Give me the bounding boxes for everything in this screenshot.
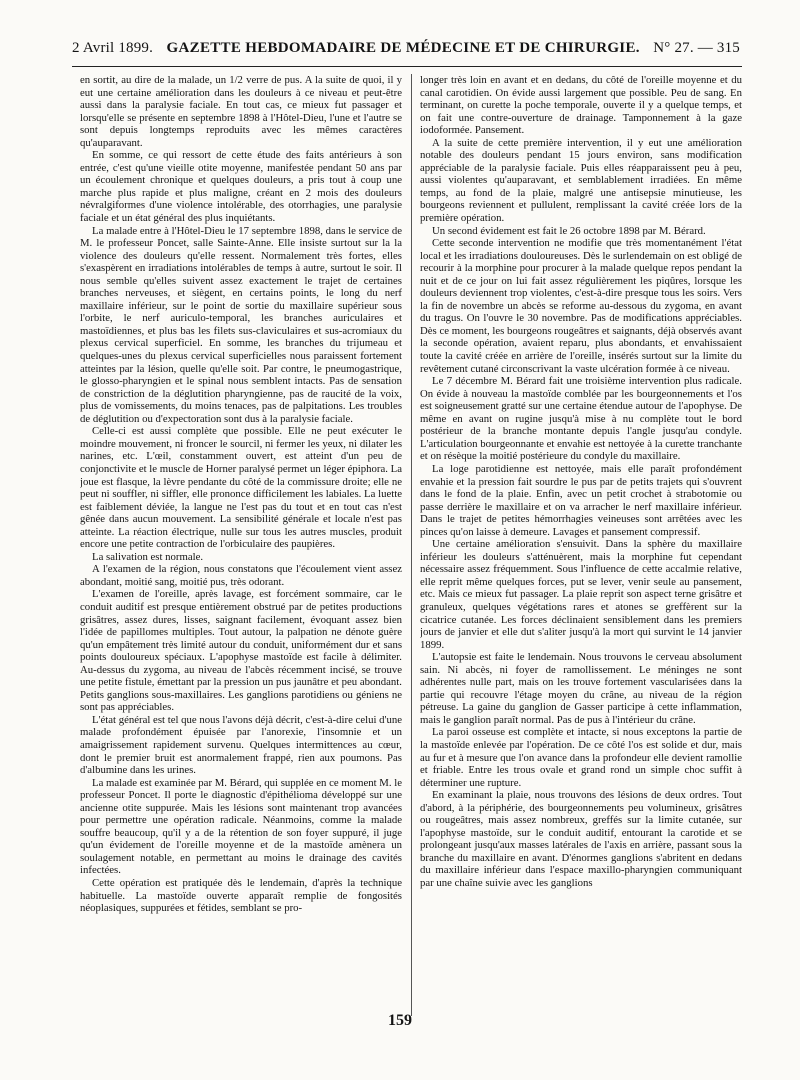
left-column (80, 74, 402, 1016)
paragraph: Cette opération est pratiquée dès le lendemain, d'après la technique habituelle. La mastoïde ouverte apparaît remplie de fongosités néoplasiques, suppurées et fétides, semblant se pro- (80, 877, 402, 915)
header-date: 2 Avril 1899. (72, 40, 154, 56)
journal-title: GAZETTE HEBDOMADAIRE DE MÉDECINE ET DE CHIRURGIE. (166, 40, 640, 56)
paragraph: En somme, ce qui ressort de cette étude des faits antérieurs à son entrée, c'est qu'une vieille otite moyenne, manifestée pendant 50 ans par un écoulement chronique et quelques douleurs, a pris tout à coup une marche plus rapide et plus maligne, créant en 2 mois des douleurs névralgiformes d'une violence intolérable, des otorrhagies, une paralysie faciale et un état général des plus inquiétants. (80, 149, 402, 225)
issue-page-number: N° 27. — 315 (653, 40, 740, 56)
paragraph: La malade est examinée par M. Bérard, qui supplée en ce moment M. le professeur Poncet. Il porte le diagnostic d'épithélioma développé sur une ancienne otite suppurée. Mais les lésions sont maintenant trop avancées pour permettre une opération radicale. Néanmoins, comme la malade souffre beaucoup, qu'il y a de la rétention de son foyer suppuré, il juge qu'un évidement de l'oreille moyenne et de la mastoïde amènera un soulagement notable, en permettant au moins le drainage des cavités infectées. (80, 776, 402, 877)
paragraph: L'état général est tel que nous l'avons déjà décrit, c'est-à-dire celui d'une malade profondément épuisée par l'anorexie, l'insomnie et un amaigrissement rapidement survenu. Quelques intermittences au cœur, dont le premier bruit est anormalement frappé, rien aux poumons. Pas d'albumine dans les urines. (80, 713, 402, 777)
paragraph: Celle-ci est aussi complète que possible. Elle ne peut exécuter le moindre mouvement, ni froncer le sourcil, ni fermer les yeux, ni dilater les narines, etc. L'œil, constamment ouvert, est atteint d'un peu de conjonctivite et le muscle de Horner paralysé permet un léger épiphora. La joue est flasque, la lèvre pendante du côté de la commissure droite; elle ne peut ni souffler, ni siffler, elle prononce difficilement les labiales. La luette est faiblement déviée, la langue ne l'est pas du tout et en tout cas n'est gênée dans aucun mouvement. La sensibilité générale et locale n'est pas atteinte. La réaction électrique, nulle sur tous les autres muscles, produit encore une petite contraction de l'orbiculaire des paupières. (80, 425, 402, 551)
paragraph: La paroi osseuse est complète et intacte, si nous exceptons la partie de la mastoïde enlevée par l'opération. De ce côté l'os est solide et dur, mais au fur et à mesure que l'on avance dans la profondeur elle devient ramollie et friable. Entre les trous ovale et grand rond un simple choc suffit à déterminer une rupture. (420, 726, 742, 789)
paragraph: En examinant la plaie, nous trouvons des lésions de deux ordres. Tout d'abord, à la périphérie, des bourgeonnements peu volumineux, grisâtres ou rougeâtres, mais assez nombreux, greffés sur la limite cutanée, sur l'apophyse mastoïde, sur le conduit auditif, entourant la carotide et se prolongeant jusqu'aux masses latérales de l'axis en arrière, passant sous la branche du maxillaire en avant. D'énormes ganglions s'abritent en dedans du maxillaire inférieur dans l'espace maxillo-pharyngien communiquant par une chaîne suivie avec les ganglions (420, 789, 742, 889)
column-divider (411, 74, 412, 1016)
paragraph: A l'examen de la région, nous constatons que l'écoulement vient assez abondant, moitié sang, moitié pus, très odorant. (80, 563, 402, 588)
paragraph: La loge parotidienne est nettoyée, mais elle paraît profondément envahie et la pression fait sourdre le pus par de petits trajets qui s'ouvrent dans le fond de la plaie. Enfin, avec un petit crochet à strabotomie ou passe derrière le maxillaire et on va arracher le nerf maxillaire inférieur. Dans le trajet de petites hémorrhagies veineuses sont arrêtées avec les pinces qu'on laisse à demeure. Lavages et pansement compressif. (420, 462, 742, 538)
paragraph: L'autopsie est faite le lendemain. Nous trouvons le cerveau absolument sain. Ni abcès, ni foyer de ramollissement. Le méninges ne sont adhérentes nulle part, mais on les trouve fortement vascularisées dans la partie qui recouvre l'étage moyen du crâne, au niveau de la région pétreuse. La gaine du ganglion de Gasser participe à cette inflammation, mais le ganglion paraît normal. Pas de pus à l'intérieur du crâne. (420, 651, 742, 726)
page-folio: 159 (388, 1012, 412, 1029)
paragraph: La malade entre à l'Hôtel-Dieu le 17 septembre 1898, dans le service de M. le professeur Poncet, salle Sainte-Anne. Elle insiste surtout sur la la violence des douleurs qu'elle ressent. Normalement très fortes, elles s'exaspèrent en irradiations intolérables de temps à autre, surtout le soir. Il nous semble qu'elles suivent assez exactement le trajet de certaines branches nerveuses, et siègent, en certains points, le long du nerf maxillaire inférieur, sur le point de sortie du maxillaire supérieur sous l'orbite, le nerf auriculo-temporal, les branches auriculaires et mastoïdiennes, et plus bas les filets sus-claviculaires et sus-acromiaux du plexus cervical superficiel. En somme, les branches du trijumeau et quelques-unes du plexus cervical superficielles nous paraissent fortement atteintes par la lésion, quelle qu'elle soit. Par contre, le pneumogastrique, le glosso-pharyngien et le spinal nous semblent intacts. Pas de sensation de constriction de la déglutition pharyngienne, pas de raucité de la voix, plus de vomissements, du moins tenaces, pas de palpitations. Les troubles de déglutition ou d'expectoration sont dus à la paralysie faciale. (80, 224, 402, 425)
text-columns (80, 74, 742, 1016)
running-header (72, 40, 740, 62)
paragraph: Un second évidement est fait le 26 octobre 1898 par M. Bérard. (432, 224, 706, 237)
header-rule (72, 66, 742, 67)
paragraph: en sortit, au dire de la malade, un 1/2 verre de pus. A la suite de quoi, il y eut une certaine amélioration dans les douleurs à ce niveau et peut-être aussi dans la paralysie faciale. En tout cas, ce mieux fut passager et lorsqu'elle se présente en septembre 1898 à l'Hôtel-Dieu, l'une et l'autre se sont depuis longtemps reproduits avec les mêmes caractères qu'auparavant. (80, 74, 402, 149)
right-column (420, 74, 742, 1016)
paragraph: Une certaine amélioration s'ensuivit. Dans la sphère du maxillaire inférieur les douleurs s'atténuèrent, mais la morphine fut cependant nécessaire assez fréquemment. Sous l'influence de cette accalmie relative, elle reprit même quelques forces, put se lever, venir seule au pansement, etc. Mais ce mieux fut passager. La plaie reprit son aspect terne grisâtre et granuleux, quelques végétations rares et atones se greffèrent sur la cicatrice cutanée. Les forces déclinaient sensiblement dans les premiers jours de janvier et elle dut s'aliter jusqu'à la mort qui survint le 14 janvier 1899. (420, 538, 742, 651)
paragraph: longer très loin en avant et en dedans, du côté de l'oreille moyenne et du canal carotidien. On évide aussi largement que possible. Peu de sang. En terminant, on curette la poche temporale, ouverte il y a quelque temps, et on fait une contre-ouverture de drainage. Tamponnement à la gaze iodoformée. Pansement. (420, 74, 742, 137)
paragraph: Cette seconde intervention ne modifie que très momentanément l'état local et les irradiations douloureuses. Dès le surlendemain on est obligé de recourir à la morphine pour procurer à la malade quelque repos pendant la nuit et de ce jour on lui fait assez régulièrement les piqûres, lorsque les douleurs deviennent trop violentes, c'est-à-dire presque tous les soirs. Vers la fin de novembre un abcès se reforme au-dessous du zygoma, en avant du tragus. On l'ouvre le 30 novembre. Pas de modifications appréciables. Dès ce moment, les bourgeons rougeâtres et saignants, déjà observés avant la seconde opération, avaient reparu, plus abondants, et envahissaient toute la cavité créée en arrière de l'oreille, insérés surtout sur la limite du revêtement cutané circonscrivant la vaste ulcération formée à ce niveau. (420, 237, 742, 375)
paragraph: A la suite de cette première intervention, il y eut une amélioration notable des douleurs pendant 15 jours environ, sans modification appréciable de la paralysie faciale. Puis elles réapparaissent peu à peu, aussi violentes qu'auparavant, et semblablement irradiées. En même temps, au fond de la plaie, malgré une antisepsie minutieuse, les bourgeons reviennent et pullulent, remplissant la cavité créée lors de la première opération. (420, 136, 742, 225)
paragraph: La salivation est normale. (92, 550, 204, 563)
paragraph: Le 7 décembre M. Bérard fait une troisième intervention plus radicale. On évide à nouveau la mastoïde comblée par les bourgeonnements et l'os est soigneusement gratté sur une certaine étendue autour de l'apophyse. De même en avant on rugine jusqu'à mise à nu complète tout le bord postérieur de la branche montante depuis l'angle jusqu'au condyle. L'articulation bourgeonnante et envahie est nettoyée à la curette tranchante et on résèque la moitié postérieure du condyle du maxillaire. (420, 375, 742, 463)
paragraph: L'examen de l'oreille, après lavage, est forcément sommaire, car le conduit auditif est presque entièrement obstrué par de petites productions grisâtres, assez dures, lisses, saignant facilement, évoquant assez bien l'idée de papillomes multiples. Tout autour, la palpation ne dénote guère qu'un empâtement très limité autour du conduit, uniformément dur et sans points douloureux spéciaux. L'apophyse mastoïde est facile à délimiter. Au-dessus du zygoma, au niveau de l'abcès récemment incisé, se trouve une petite fistule, émettant par la pression un pus jaunâtre et peu abondant. Petits ganglions sous-maxillaires. Les ganglions parotidiens ou géniens ne sont pas appréciables. (80, 588, 402, 714)
